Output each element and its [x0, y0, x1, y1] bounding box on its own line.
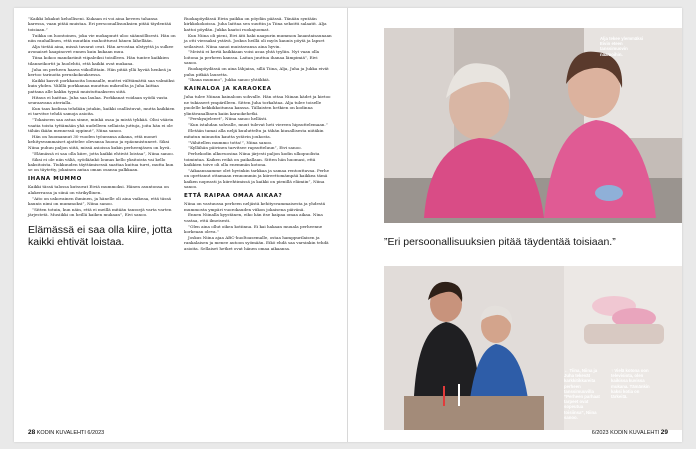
- paragraph: ”Kyllähän päivinen tarvitsee rapsutteluun”, Eivi sanoo.: [188, 145, 302, 151]
- bottom-photo-illustration: [384, 266, 682, 430]
- paragraph: Ruokapöydässä Eivin paikka on pöydän päässä. Tänään syntään kirkkokokoissa. Juha laittaa sen suuttin ja Tiina sekoitti salaatit. Alja kattoi pöydän. Jukka kaatoi ruokajuomat.: [184, 16, 327, 32]
- paragraph: Niina on vastuussa perheen neljästä kehitysvammaisesta ja yhdestä mummosta ympäri vuorokauden viikon jokaisena päivänä.: [184, 201, 326, 212]
- page-number: 29: [660, 429, 668, 436]
- photo-caption: [600, 36, 650, 57]
- text-column-2: [184, 16, 332, 252]
- paragraph: ”Olen aina ollut oikea kotiinna. Ei kai hakaan muuala perheenne korkeaan oleva.”: [184, 223, 323, 235]
- page-folio: [28, 429, 104, 436]
- section-heading: IHANA MUMMO: [28, 175, 82, 182]
- page-number: 28: [28, 429, 36, 436]
- paragraph: ”Kun istahdan sohvalle, muut tulevat heti viereen hipsuttelemaan.”: [188, 122, 328, 128]
- magazine-spread: [14, 8, 682, 442]
- text-column-1: [28, 16, 176, 252]
- paragraph: Ennen Niinalla kyystänen, eiko hän itse kaipaa omaa aikaa. Nina vastaa, että ilmeisesti.: [184, 212, 323, 223]
- paragraph: ”Meistä ei kertä kaikkiaan voisi asua yhtä tyyliin. Nyt vaan olla loitona ja perheen kanssa. Laitan juuttua ihanaa lämpimiä”, Eivi sanoo.: [184, 49, 320, 66]
- paragraph: Kun Niina oli pieni, Eivi äiti haki naapurin mummon lauantaisaunaan ja otti vieraaksi ystävä. Joskus heillä oli myös kaunis pöytä ja lapset seilasivat. Niina sanoi muistavansa aina hyvin.: [184, 32, 332, 49]
- paragraph: Siksi ei ole niin väliä, syödäänkö lounas kello yksitoista vai kello kaksitoista. Tiukkuuden täyttämisessä saattaa kuitua turvi, mutta kun se on täytetty, jokainen antaa oman osansa palkkaan.: [28, 156, 174, 173]
- bottom-photo: [384, 266, 682, 430]
- paragraph: Tiina kokoo mandariinit viipaleiksi toisilleen. Hän tuntee kaikkien tilanneikortit ja huolehtii, että kaikki ovat mukana.: [28, 55, 169, 66]
- paragraph: Hitaus ei haittaa. Juha saa laulaa. Porkkanat voidaan syödä vasta seuraavana aterialla.: [28, 94, 168, 106]
- pull-quote: Elämässä ei saa olla kiire, jotta kaikki ehtivät loistaa.: [28, 223, 173, 249]
- paragraph: Alja tietää aina, missä tavarat ovat. Hän arvostaa ulstyyttä ja sulkee avonaiset kaapinovet ennen kuin kukaan muu.: [28, 44, 174, 55]
- paragraph: Ruokapöydässä on aina lähjaisa, sillä Tiina, Alja, Juha ja Jukka eivät puhu pitkää lausetta.: [184, 66, 329, 77]
- paragraph: ”Kaikki lokakut keholliseni. Kukaan ei voi aina kevern tahansa karessa, vaan pitää muistaa. Eri persoonallisuuksien pitää täydentää toisiaan.”: [28, 16, 172, 32]
- right-page: [348, 8, 682, 442]
- paragraph: Perhekodin alkuvuosina Niina järjesti paljon kodin ulkopuolista toimintaa. Kaiken reikä on paikallaan. Sitten hän huomasi, että kaikkien toive oli olla enemmän kotona.: [184, 151, 320, 168]
- paragraph: ”Aito on uskovainen ihminen, ja hänelle oli aina vaikeaa, että tässä kaunis nimi on mummoksi”, Niina sanoo.: [28, 195, 171, 206]
- paragraph: ”Sitten totuin, kun näin, että ei meillä mitään tanssejä varta varten järjestetä. Musiikki on heillä kaiken mukaan”, Eivi sanoo.: [28, 206, 172, 218]
- photo-caption: [564, 368, 602, 420]
- top-photo: [384, 28, 682, 223]
- paragraph: ”Aikaansaamme olet hyvinkin tarkkaa ja samaa rentouttavaa. Perhe on opettanut ottamaan rennommin ja kiireettomämpää kaikkea tämä kaiken nopeasti ja kiirehtimissä ja kaikki on pienillä elämiin”, Niina sanoo.: [184, 168, 330, 190]
- paragraph: Kaikki tässä talossa kutsuvat Eiviä mummoksi. Hänen asuntonsa on alakerrassa ja siinä on värikyllinen.: [28, 184, 169, 195]
- caption-text: ↑ Vielä kotona oon televisiota, olen kaikissa kuvissa mukana. Tämänkin kaksi kotia on tärkeitä.: [611, 368, 650, 400]
- paragraph: Joskus Niina ajaa ABC-huoltoasemalle, ostaa hamppurilaisen ja rankalaisen ja menee autoon syömään. Eikö ehdä saa varsinkin tehdä asioita. Sellaiset hetket ovat hänen omaa aikaansa.: [184, 235, 329, 251]
- top-photo-illustration: [384, 28, 682, 223]
- paragraph: ”Perskyajeleeet”, Niina sanoo hellästi.: [188, 116, 268, 122]
- magazine-issue: 6/2023 KODIN KUVALEHTI: [591, 430, 660, 436]
- paragraph: Hän on huomannut 30 vuoden työuransa aikana, että monet kehitysvammaiset ajattelee olevansa huono ja epäonnistuneet. Siksi Niina puhuu paljon siitä, missä asioissa kukin perheenjäsen on hyvä.: [28, 134, 171, 150]
- paragraph: Juha tulee Niinan kainaloon sohvalle. Hän ottaa Niinan kädet ja kietoo ne tukiaseet ympärilleen. Sitten Juha torkahtaa. Alja tulee toiselle puolelle kekkikkoitunsa kanssa. Tällaisten hetkien on kodinna ylintävanallinen kaiin karaokehetki.: [184, 94, 331, 116]
- paragraph: Kun taas kodissa tehdään jotakin, kaikki osallistuvat, mutta kaikkien ei tarvitse tehdä samoja asioita.: [28, 106, 175, 117]
- photo-caption: [611, 368, 651, 399]
- section-heading: KAINALOA JA KARAOKEA: [184, 85, 272, 92]
- caption-text: ← Tiina, Niina ja Juha tekevät karkkitikkareita perheen tanssimuuvilla ”Perheen parhaat tarpeet ovat sopeutua toisiinsa”, Niina sanoo.: [564, 368, 600, 420]
- caption-text: Alja tekee ylemmäksi Eivin eteen tanssimuovin naamoihin.: [600, 36, 644, 57]
- magazine-issue: KODIN KUVALEHTI 6/2023: [36, 430, 105, 436]
- text-columns: [28, 16, 332, 252]
- paragraph: ”Elämässä ei saa olla kiire, jotta kaikki ehtivät loistaa”, Niina sanoo.: [32, 150, 174, 156]
- paragraph: Juha on perheen haava viikollittain. Hän pitää yllä hyvää henkeä ja kertoo tarinoita peruskokouksessa.: [28, 66, 172, 78]
- paragraph: ”Vähitellen mummo totta!”, Niina sanoo.: [188, 139, 273, 145]
- paragraph: ”Ihana mummo”, Jukka sanoo yhtäkkiä.: [188, 77, 271, 83]
- left-page: [14, 8, 348, 442]
- page-folio: [592, 429, 668, 436]
- paragraph: Tuikka on luontoinen, joka vie mokapuutt uloo säännöllisesti. Hän on niin rauhallinen, että muutkin rauhoittuvat hänen lähellään.: [28, 32, 176, 44]
- paragraph: ”Tokaiseen saa astua sinne, minkä osaa ja mistä tykkää. Olisi väärin vaatia toista tyttämään yhä uudelleen sellaista juttuja, joita hän ei ole tähän ikään mennessä oppinut”, Niina sanoo.: [28, 117, 174, 134]
- paragraph: Eletään tamai alla neljä kuulutteltu ja tähän kiusallisesta niitäkin mitatun minuutin kautta ystävin joukosta.: [184, 128, 324, 139]
- pull-quote: ”Eri persoonallisuuksien pitää täydentää toisiaan.”: [384, 236, 616, 248]
- section-heading: ETTÄ RAIPAA OMAA AIKAA?: [184, 192, 283, 199]
- paragraph: Kaikki kasvit porkkanoita lounaalle, muttei välttämättä saa valmiiksi kuin yhden. Välillä porkkanaa muuttuu mikroilta ja Juha laittaa pattana alle kakku tyynä muistuttaakseen siitä.: [28, 77, 175, 94]
